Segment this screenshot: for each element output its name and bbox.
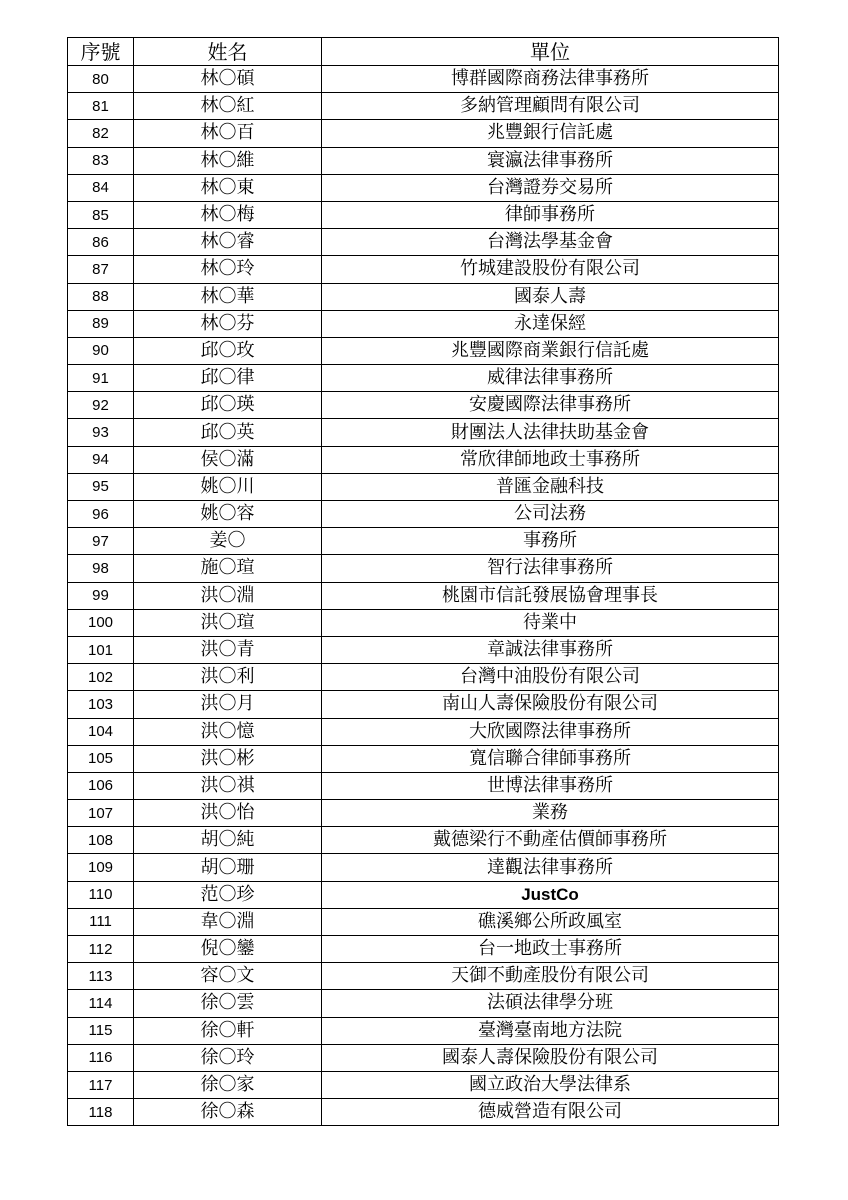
row-name-cell: 林〇維 [134,147,322,174]
table-body [68,66,779,1126]
row-unit-cell: 兆豐銀行信託處 [322,120,779,147]
table-row [68,473,779,500]
row-name-cell: 洪〇憶 [134,718,322,745]
row-unit-cell: 德威營造有限公司 [322,1099,779,1126]
row-name-cell: 韋〇淵 [134,908,322,935]
table-row [68,881,779,908]
row-number-cell: 87 [68,256,134,283]
table-row [68,283,779,310]
row-unit-cell: 戴德梁行不動產估價師事務所 [322,827,779,854]
row-number-cell: 86 [68,229,134,256]
row-name-cell: 林〇華 [134,283,322,310]
row-number-cell: 81 [68,93,134,120]
row-unit-cell: 博群國際商務法律事務所 [322,66,779,93]
table-row [68,555,779,582]
row-name-cell: 洪〇彬 [134,745,322,772]
row-name-cell: 姚〇川 [134,473,322,500]
row-name-cell: 姚〇容 [134,501,322,528]
table-row [68,201,779,228]
row-name-cell: 徐〇雲 [134,990,322,1017]
table-row [68,636,779,663]
table-row [68,256,779,283]
row-name-cell: 徐〇玲 [134,1044,322,1071]
row-number-cell: 100 [68,609,134,636]
row-number-cell: 99 [68,582,134,609]
row-name-cell: 林〇紅 [134,93,322,120]
table-row [68,120,779,147]
row-name-cell: 胡〇純 [134,827,322,854]
row-number-cell: 90 [68,337,134,364]
row-number-cell: 118 [68,1099,134,1126]
table-row [68,1017,779,1044]
row-unit-cell: 世博法律事務所 [322,772,779,799]
row-unit-cell: 國泰人壽保險股份有限公司 [322,1044,779,1071]
row-number-cell: 101 [68,636,134,663]
row-unit-cell: 常欣律師地政士事務所 [322,446,779,473]
table-row [68,936,779,963]
row-number-cell: 103 [68,691,134,718]
row-number-cell: 96 [68,501,134,528]
table-row [68,66,779,93]
row-unit-cell: 南山人壽保險股份有限公司 [322,691,779,718]
row-unit-cell: 竹城建設股份有限公司 [322,256,779,283]
row-number-cell: 107 [68,800,134,827]
row-unit-cell: 待業中 [322,609,779,636]
row-number-cell: 109 [68,854,134,881]
row-number-cell: 88 [68,283,134,310]
row-name-cell: 邱〇律 [134,365,322,392]
row-name-cell: 洪〇瑄 [134,609,322,636]
row-name-cell: 邱〇玫 [134,337,322,364]
row-unit-cell: JustCo [322,881,779,908]
table-row [68,772,779,799]
row-name-cell: 侯〇滿 [134,446,322,473]
row-number-cell: 114 [68,990,134,1017]
row-unit-cell: 律師事務所 [322,201,779,228]
table-row [68,174,779,201]
header-unit: 單位 [322,38,779,66]
row-unit-cell: 威律法律事務所 [322,365,779,392]
row-name-cell: 林〇睿 [134,229,322,256]
table-row [68,1099,779,1126]
row-unit-cell: 兆豐國際商業銀行信託處 [322,337,779,364]
row-number-cell: 113 [68,963,134,990]
row-name-cell: 范〇珍 [134,881,322,908]
row-number-cell: 105 [68,745,134,772]
row-name-cell: 徐〇森 [134,1099,322,1126]
row-name-cell: 徐〇家 [134,1071,322,1098]
table-row [68,528,779,555]
row-unit-cell: 永達保經 [322,310,779,337]
table-row [68,609,779,636]
header-no: 序號 [68,38,134,66]
row-unit-cell: 安慶國際法律事務所 [322,392,779,419]
row-unit-cell: 財團法人法律扶助基金會 [322,419,779,446]
table-row [68,147,779,174]
row-name-cell: 洪〇月 [134,691,322,718]
row-name-cell: 邱〇瑛 [134,392,322,419]
row-unit-cell: 國立政治大學法律系 [322,1071,779,1098]
attendee-table [67,37,779,1126]
row-unit-cell: 寰瀛法律事務所 [322,147,779,174]
row-number-cell: 117 [68,1071,134,1098]
row-unit-cell: 大欣國際法律事務所 [322,718,779,745]
table-row [68,800,779,827]
row-unit-cell: 桃園市信託發展協會理事長 [322,582,779,609]
row-number-cell: 104 [68,718,134,745]
row-unit-cell: 礁溪鄉公所政風室 [322,908,779,935]
row-unit-cell: 台灣中油股份有限公司 [322,664,779,691]
row-number-cell: 91 [68,365,134,392]
table-row [68,446,779,473]
row-number-cell: 83 [68,147,134,174]
row-name-cell: 徐〇軒 [134,1017,322,1044]
row-unit-cell: 公司法務 [322,501,779,528]
row-number-cell: 80 [68,66,134,93]
row-name-cell: 施〇瑄 [134,555,322,582]
row-unit-cell: 國泰人壽 [322,283,779,310]
row-number-cell: 115 [68,1017,134,1044]
table-row [68,93,779,120]
row-number-cell: 89 [68,310,134,337]
row-name-cell: 胡〇珊 [134,854,322,881]
table-row [68,963,779,990]
table-row [68,718,779,745]
row-number-cell: 82 [68,120,134,147]
row-name-cell: 林〇玲 [134,256,322,283]
row-name-cell: 邱〇英 [134,419,322,446]
row-number-cell: 110 [68,881,134,908]
row-unit-cell: 台灣法學基金會 [322,229,779,256]
table-row [68,365,779,392]
row-unit-cell: 臺灣臺南地方法院 [322,1017,779,1044]
row-number-cell: 108 [68,827,134,854]
table-row [68,908,779,935]
table-row [68,691,779,718]
table-row [68,990,779,1017]
row-number-cell: 85 [68,201,134,228]
table-row [68,1071,779,1098]
row-name-cell: 倪〇鑾 [134,936,322,963]
row-unit-cell: 法碩法律學分班 [322,990,779,1017]
row-number-cell: 116 [68,1044,134,1071]
row-number-cell: 106 [68,772,134,799]
table-row [68,392,779,419]
header-row [68,38,779,66]
row-number-cell: 98 [68,555,134,582]
row-number-cell: 94 [68,446,134,473]
row-unit-cell: 章誠法律事務所 [322,636,779,663]
table-row [68,229,779,256]
row-name-cell: 林〇梅 [134,201,322,228]
row-unit-cell: 事務所 [322,528,779,555]
row-name-cell: 林〇東 [134,174,322,201]
row-unit-cell: 天御不動產股份有限公司 [322,963,779,990]
row-name-cell: 姜〇 [134,528,322,555]
row-name-cell: 洪〇淵 [134,582,322,609]
row-name-cell: 林〇碩 [134,66,322,93]
row-unit-cell: 普匯金融科技 [322,473,779,500]
table-row [68,745,779,772]
row-number-cell: 102 [68,664,134,691]
table-row [68,310,779,337]
table-row [68,854,779,881]
row-name-cell: 容〇文 [134,963,322,990]
table-row [68,501,779,528]
table-row [68,337,779,364]
table-row [68,419,779,446]
row-number-cell: 111 [68,908,134,935]
table-row [68,664,779,691]
row-number-cell: 97 [68,528,134,555]
table-row [68,1044,779,1071]
row-name-cell: 洪〇利 [134,664,322,691]
row-unit-cell: 台一地政士事務所 [322,936,779,963]
row-name-cell: 洪〇祺 [134,772,322,799]
row-unit-cell: 達觀法律事務所 [322,854,779,881]
row-name-cell: 林〇芬 [134,310,322,337]
row-name-cell: 洪〇怡 [134,800,322,827]
row-number-cell: 92 [68,392,134,419]
row-name-cell: 林〇百 [134,120,322,147]
row-number-cell: 112 [68,936,134,963]
header-name: 姓名 [134,38,322,66]
row-unit-cell: 寬信聯合律師事務所 [322,745,779,772]
row-unit-cell: 業務 [322,800,779,827]
row-number-cell: 84 [68,174,134,201]
row-number-cell: 93 [68,419,134,446]
table-header [68,38,779,66]
table-row [68,582,779,609]
row-unit-cell: 智行法律事務所 [322,555,779,582]
row-number-cell: 95 [68,473,134,500]
row-unit-cell: 多納管理顧問有限公司 [322,93,779,120]
row-unit-cell: 台灣證券交易所 [322,174,779,201]
table-row [68,827,779,854]
row-name-cell: 洪〇青 [134,636,322,663]
